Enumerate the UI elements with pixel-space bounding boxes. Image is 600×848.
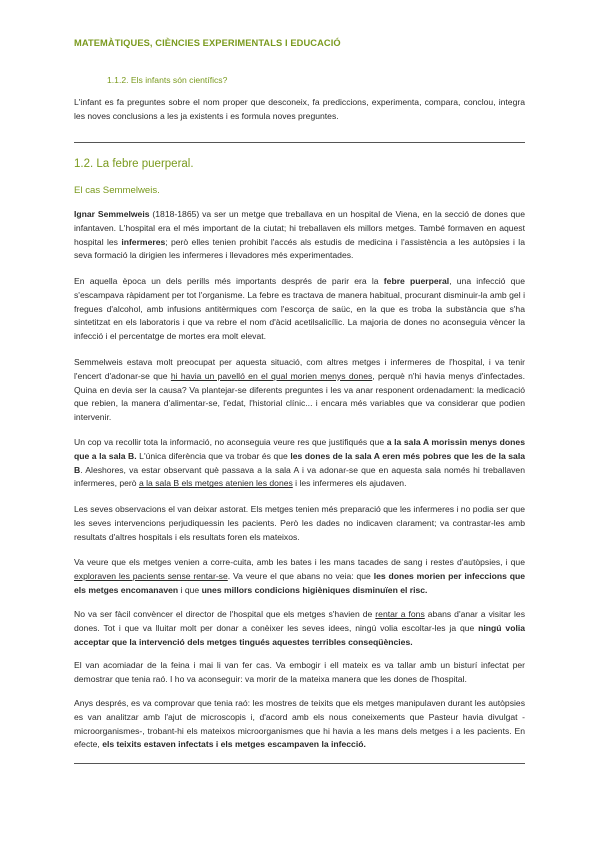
p1-text-b: ; però elles tenien prohibit l'accés als estudis de medicina i l'assistència a les autòpsies i la seva formació la dirigien les infermeres i llevadores més experimentades. [74,236,525,261]
divider-bottom [74,763,525,764]
p7-text-b: abans d'anar a visitar les dones. Tot i que va lluitar molt per donar a conèixer les seves idees, ningú volia escoltar-les ja que [74,609,525,633]
paragraph-1 [74,208,525,263]
p2-text-b: , una infecció que s'escampava ràpidament per tot l'organisme. La febre es tractava de manera habitual, procurant disminuir-la amb gel i fregues d'alcohol, amb infusions antitèrmiques com l'escorça de saüc, en la que es troba la substància que s'ha sintetitzat en els laboratoris i que va rebre el nom d'àcid acetilsalicílic. La majoria de dones no aconseguia vèncer la infecció i el percentatge de mortes era molt elevat. [74,276,525,342]
p4-text-b: L'única diferència que va trobar és que [136,450,291,461]
p1-text-a: (1818-1865) va ser un metge que treballava en un hospital de Viena, en la secció de dones que infantaven. L'hospital era el més important de la ciutat; hi treballaven els millors metges. També formaven en aquest hospital les [74,209,525,247]
p4-text-a: Un cop va recollir tota la informació, no aconseguia veure res que justifiqués que [74,437,387,447]
p3-text-a: Semmelweis estava molt preocupat per aquesta situació, com altres metges i infermeres de l'hospital, i va tenir l'encert d'adonar-se que [74,357,525,381]
p3-underline: hi havia un pavelló en el qual morien menys dones [170,370,373,381]
paragraph-8: El van acomiadar de la feina i mai li van fer cas. Va embogir i ell mateix es va tallar amb un bisturí infectat per demostrar que tenia raó. I ho va aconseguir: va morir de la mateixa manera que les dones de l'hospital. [74,660,525,684]
case-title: El cas Semmelweis. [74,185,160,196]
p7-bold: ningú volia acceptar que la intervenció dels metges tingués aquestes terribles conseqüències. [74,622,525,647]
p2-bold-fever: febre puerperal [383,276,450,286]
section-title: 1.2. La febre puerperal. [74,158,194,170]
paragraph-7 [74,608,525,649]
paragraph-4 [74,436,525,491]
intro-paragraph: L'infant es fa preguntes sobre el nom proper que desconeix, fa prediccions, experimenta, compara, conclou, integra les noves conclusions a les ja existents i es formula noves preguntes. [74,97,525,121]
p6-underline: exploraven les pacients sense rentar-se [74,570,228,581]
p4-bold-b: les dones de la sala A eren més pobres que les de la sala B [74,450,525,475]
paragraph-5: Les seves observacions el van deixar astorat. Els metges tenien més preparació que les infermeres i no podia ser que les seves intervencions perjudiquessin les pacients. Però les dades no indicaven clarament; va contrastar-les amb resultats d'altres hospitals i els resultats foren els mateixos. [74,504,525,542]
p6-bold-b: unes millors condicions higièniques disminuïen el risc. [201,584,428,595]
p6-text-c: i que [178,584,202,595]
p1-bold-nurses: infermeres [121,236,166,247]
p4-bold-a: a la sala A morissin menys dones que a la sala B. [74,437,525,461]
paragraph-9 [74,697,525,752]
p1-name: Ignar Semmelweis [74,209,150,219]
p6-bold-a: les dones morien per infeccions que els metges encomanaven [74,570,526,595]
paragraph-2 [74,275,525,344]
paragraph-3 [74,356,525,425]
p3-text-b: , perquè n'hi havia menys d'infectades. Quina en devia ser la causa? Va plantejar-se diferents preguntes i les va anar responent ordenadament: la medicació que rebien, la manera d'alimentar-se, l'edat, l'historial clínic... i encara més variables que va considerar que podien intervenir. [74,370,525,423]
divider-top [74,142,525,143]
subsection-title: 1.1.2. Els infants són científics? [107,75,228,85]
p7-underline: rentar a fons [375,609,425,619]
p6-text-a: Va veure que els metges venien a corre-cuita, amb les bates i les mans tacades de sang i restes d'autòpsies, i que [74,557,525,567]
p4-text-c: . Aleshores, va estar observant què passava a la sala A i va adonar-se que en aquesta sala només hi treballaven infermeres, però [74,464,525,489]
p2-text-a: En aquella època un dels perills més importants després de parir era la [74,276,384,286]
p9-text-a: Anys després, es va comprovar que tenia raó: les mostres de teixits que els metges manipulaven durant les autòpsies es van analitzar amb l'ajut de microscopis i, d'acord amb els nous coneixements que Pasteur havia divulgat -microorganismes-, trobant-hi els mateixos microorganismes que hi havia a les mans dels metges i a les pacients. En efecte, [74,698,525,750]
p9-bold: els teixits estaven infectats i els metges escampaven la infecció. [102,739,366,750]
paragraph-6 [74,556,525,597]
p7-text-a: No va ser fàcil convèncer el director de l'hospital que els metges s'havien de [74,609,376,619]
p6-text-b: . Va veure el que abans no veia: que [227,570,374,581]
p4-text-d: i les infermeres els ajudaven. [292,478,407,489]
p4-underline: a la sala B els metges atenien les dones [138,478,293,489]
running-header: MATEMÀTIQUES, CIÈNCIES EXPERIMENTALS I EDUCACIÓ [74,38,341,48]
